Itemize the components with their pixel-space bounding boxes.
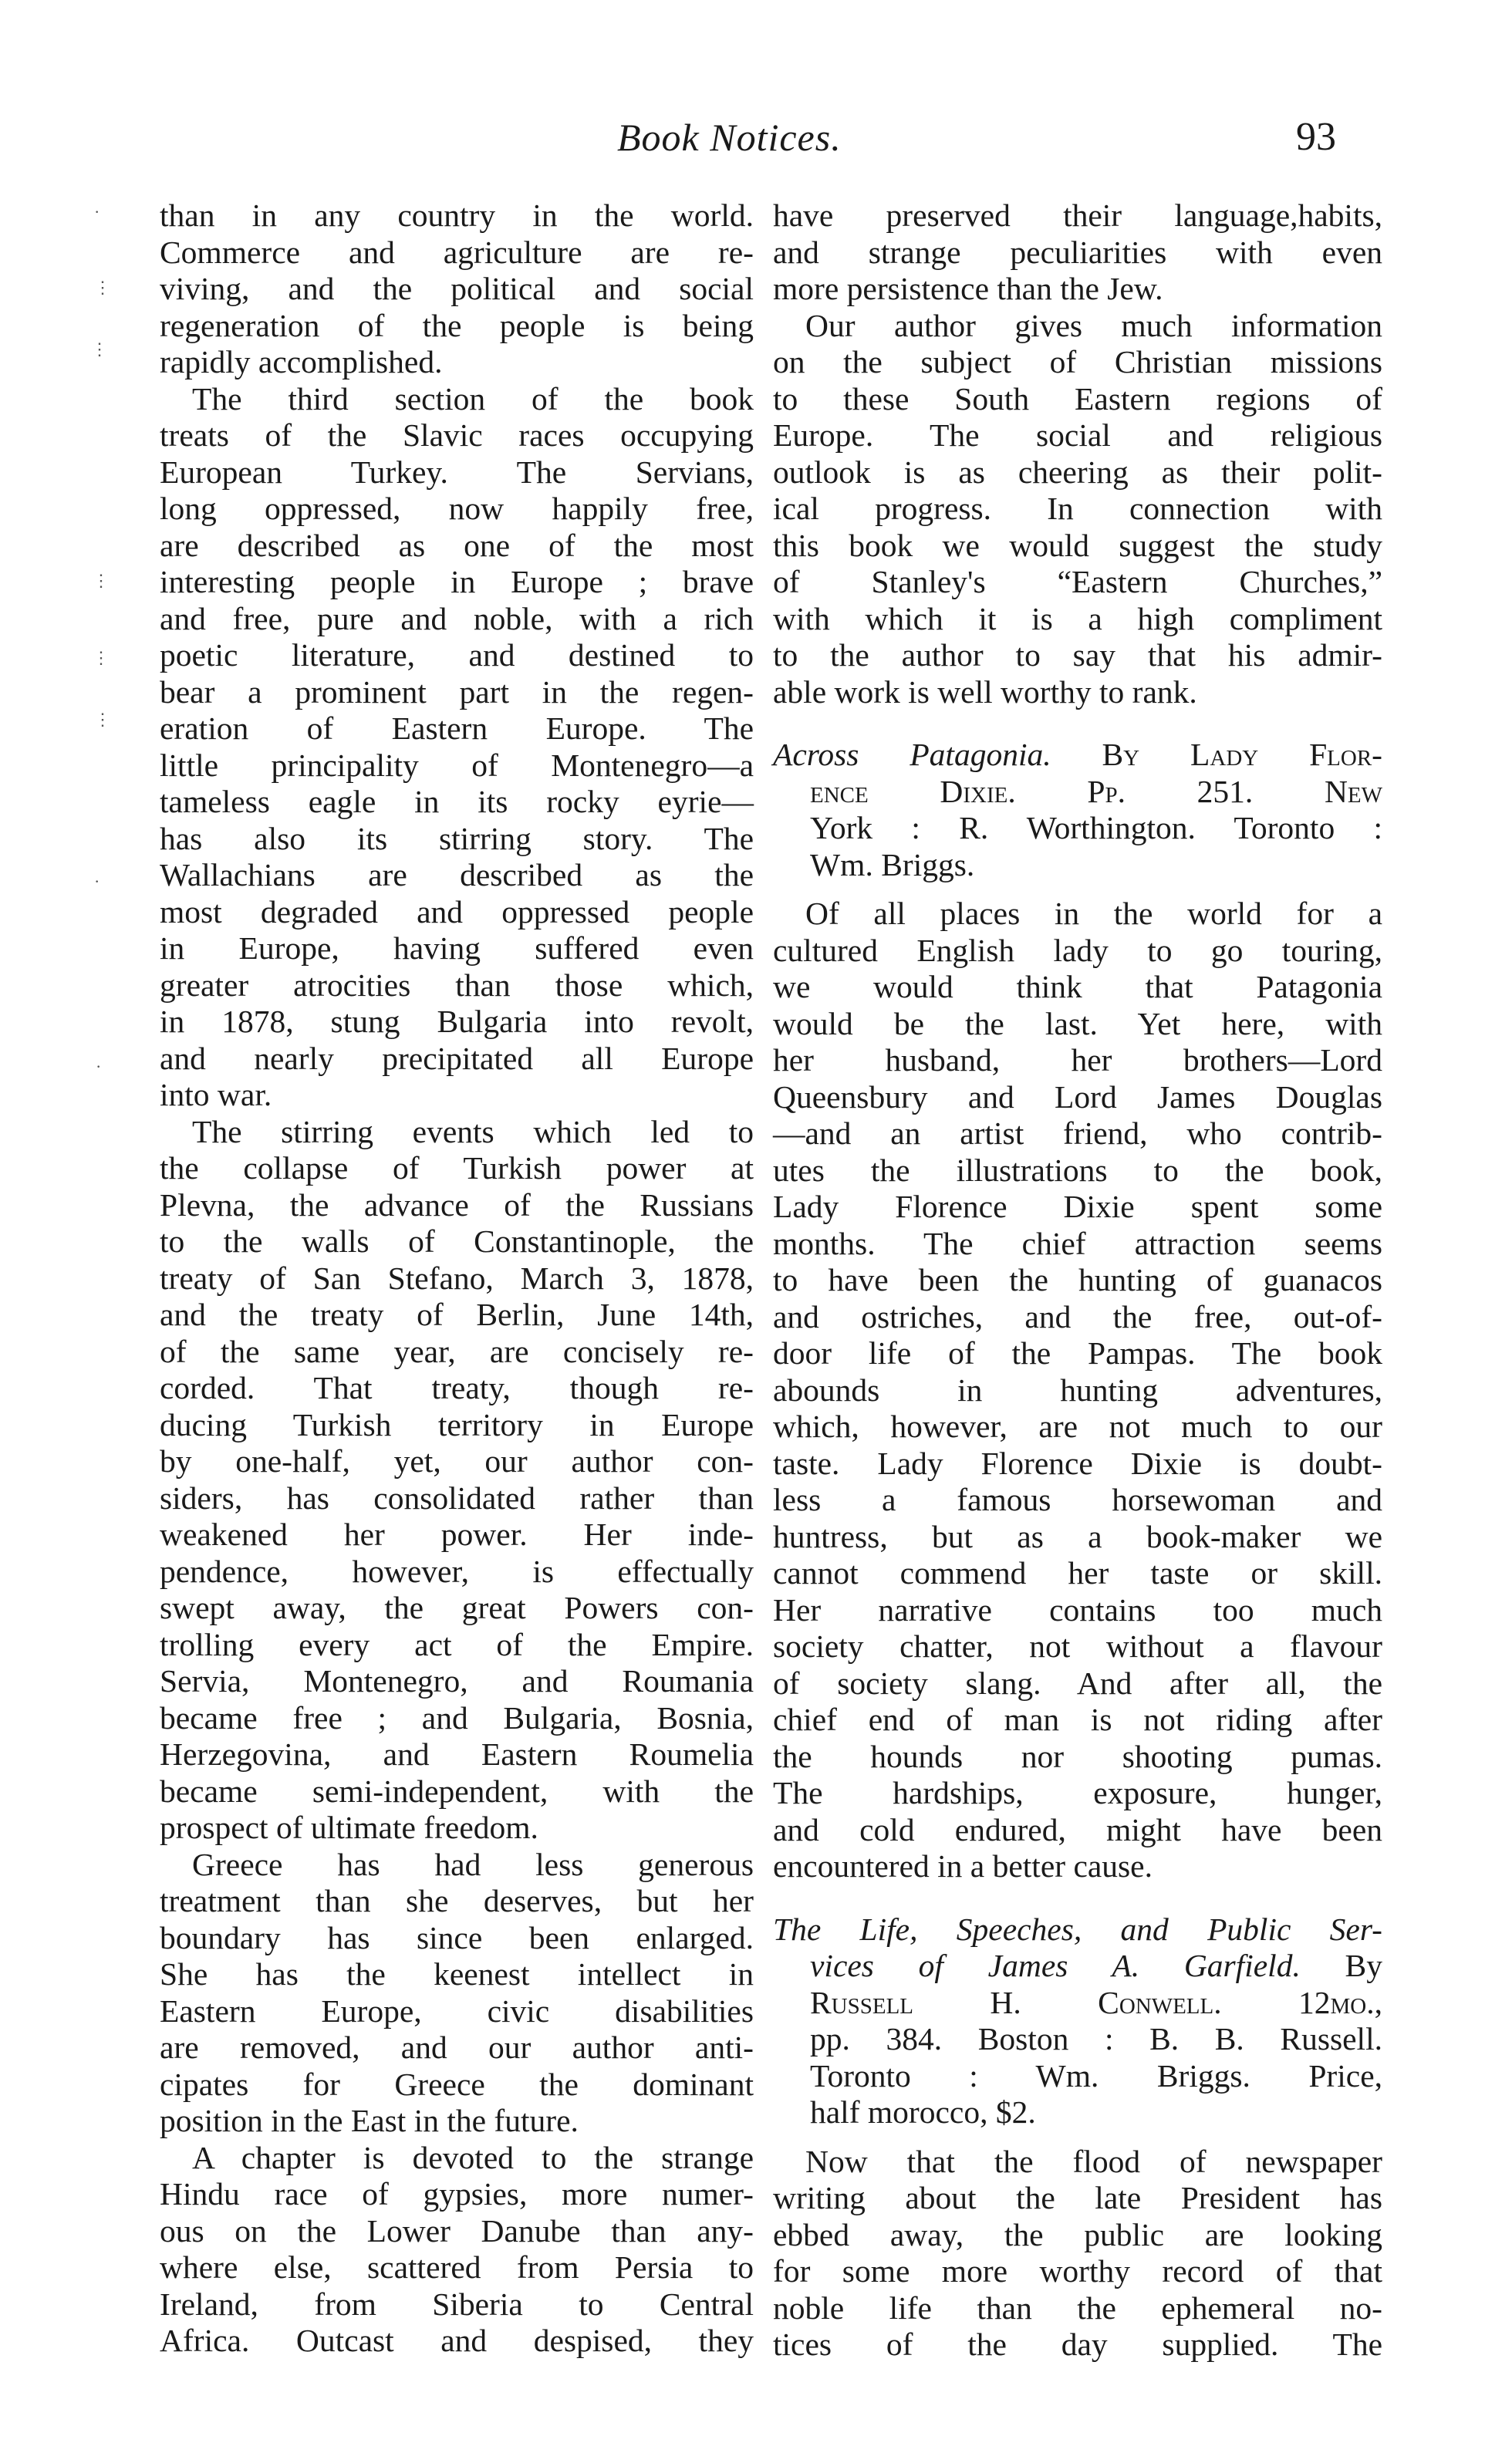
margin-speck: ⋮	[91, 339, 108, 359]
text-line: treats of the Slavic races occupying	[160, 417, 754, 453]
book-by: By	[1300, 1948, 1382, 1983]
book-title: The Life, Speeches, and Public Ser-	[773, 1911, 1382, 1947]
text-line: cultured English lady to go touring,	[773, 932, 1382, 968]
text-line: Hindu race of gypsies, more numer-	[160, 2176, 754, 2212]
text-line: Servia, Montenegro, and Roumania	[160, 1663, 754, 1699]
text-line: Of all places in the world for a	[805, 896, 1382, 931]
text-line: Eastern Europe, civic disabilities	[160, 1992, 754, 2029]
margin-speck: ⋮	[93, 648, 110, 667]
book-author: By Lady Flor-	[1051, 737, 1382, 772]
text-line: her husband, her brothers—Lord	[773, 1042, 1382, 1078]
text-line: —and an artist friend, who contrib-	[773, 1115, 1382, 1151]
text-line: ous on the Lower Danube than any-	[160, 2212, 754, 2249]
text-line: The hardships, exposure, hunger,	[773, 1775, 1382, 1810]
text-line: interesting people in Europe ; brave	[160, 564, 754, 599]
text-line: and free, pure and noble, with a rich	[160, 600, 754, 636]
text-line: Wallachians are described as the	[160, 857, 754, 892]
margin-speck: ·	[94, 202, 100, 221]
text-line: trolling every act of the Empire.	[160, 1626, 754, 1662]
margin-speck: ⋮	[93, 571, 110, 590]
text-line: She has the keenest intellect in	[160, 1956, 754, 1992]
text-line: in Europe, having suffered even	[160, 930, 754, 966]
margin-speck: ⋮	[94, 278, 111, 297]
text-line: ducing Turkish territory in Europe	[160, 1406, 754, 1442]
text-line: little principality of Montenegro—a	[160, 747, 754, 783]
text-line: pendence, however, is effectually	[160, 1553, 754, 1589]
text-line: door life of the Pampas. The book	[773, 1335, 1382, 1371]
text-line: bear a prominent part in the regen-	[160, 673, 754, 710]
text-line: has also its stirring story. The	[160, 820, 754, 856]
text-line: encountered in a better cause.	[773, 1848, 1153, 1884]
margin-speck: ·	[96, 1057, 102, 1076]
text-line: The third section of the book	[192, 380, 754, 417]
text-line: weakened her power. Her inde-	[160, 1517, 754, 1552]
text-line: Now that the flood of newspaper	[805, 2143, 1382, 2179]
text-line: to have been the hunting of guanacos	[773, 1262, 1382, 1297]
text-line: Commerce and agriculture are re-	[160, 234, 754, 270]
missions-paragraph	[773, 197, 1382, 710]
text-line: Herzegovina, and Eastern Roumelia	[160, 1736, 754, 1772]
book-title: vices of James A. Garfield.	[810, 1948, 1301, 1983]
text-line: siders, has consolidated rather than	[160, 1480, 754, 1516]
text-line: A chapter is devoted to the strange	[192, 2139, 754, 2175]
text-line: tices of the day supplied. The	[773, 2326, 1382, 2362]
text-line: Ireland, from Siberia to Central	[160, 2286, 754, 2322]
text-line: of the same year, are concisely re-	[160, 1333, 754, 1369]
text-line: ical progress. In connection with	[773, 491, 1382, 526]
book-imprint-line: pp. 384. Boston : B. B. Russell.	[810, 2021, 1382, 2057]
text-line: ebbed away, the public are looking	[773, 2216, 1382, 2252]
text-line: would be the last. Yet here, with	[773, 1005, 1382, 1041]
text-line: Greece has had less generous	[192, 1846, 754, 1882]
text-line: months. The chief attraction seems	[773, 1225, 1382, 1261]
text-line: The stirring events which led to	[192, 1113, 754, 1149]
text-line: Queensbury and Lord James Douglas	[773, 1078, 1382, 1115]
right-column	[773, 197, 1382, 2364]
text-line: with which it is a high compliment	[773, 600, 1382, 636]
text-line: prospect of ultimate freedom.	[160, 1810, 538, 1845]
book-imprint-line: Wm. Briggs.	[810, 846, 975, 882]
text-line: and nearly precipitated all Europe	[160, 1040, 754, 1076]
text-line: the collapse of Turkish power at	[160, 1150, 754, 1186]
text-line: and strange peculiarities with even	[773, 234, 1382, 270]
text-line: are removed, and our author anti-	[160, 2030, 754, 2065]
text-line: for some more worthy record of that	[773, 2253, 1382, 2289]
book-author: Russell H. Conwell. 12mo.,	[810, 1984, 1382, 2020]
page-number: 93	[1296, 115, 1336, 159]
text-line: huntress, but as a book-maker we	[773, 1518, 1382, 1554]
text-line: swept away, the great Powers con-	[160, 1590, 754, 1625]
text-line: are described as one of the most	[160, 527, 754, 563]
text-line: we would think that Patagonia	[773, 969, 1382, 1004]
text-line: this book we would suggest the study	[773, 527, 1382, 563]
text-line: utes the illustrations to the book,	[773, 1152, 1382, 1188]
text-line: abounds in hunting adventures,	[773, 1372, 1382, 1408]
text-line: and the treaty of Berlin, June 14th,	[160, 1297, 754, 1332]
text-line: treatment than she deserves, but her	[160, 1883, 754, 1918]
text-line: able work is well worthy to rank.	[773, 673, 1197, 710]
text-line: have preserved their language,habits,	[773, 197, 1382, 233]
text-line: which, however, are not much to our	[773, 1409, 1382, 1444]
text-line: eration of Eastern Europe. The	[160, 710, 754, 746]
text-line: by one-half, yet, our author con-	[160, 1443, 754, 1479]
text-line: became free ; and Bulgaria, Bosnia,	[160, 1699, 754, 1736]
book-imprint-line: York : R. Worthington. Toronto :	[810, 810, 1382, 845]
text-line: to the author to say that his admir-	[773, 637, 1382, 673]
text-line: noble life than the ephemeral no-	[773, 2289, 1382, 2326]
text-line: European Turkey. The Servians,	[160, 454, 754, 490]
text-line: viving, and the political and social	[160, 271, 754, 306]
text-line: to the walls of Constantinople, the	[160, 1223, 754, 1259]
margin-speck: ·	[94, 872, 100, 891]
text-line: of society slang. And after all, the	[773, 1665, 1382, 1701]
left-column	[160, 197, 754, 2360]
text-line: outlook is as cheering as their polit-	[773, 454, 1382, 490]
text-line: writing about the late President has	[773, 2180, 1382, 2215]
garfield-review-paragraph	[773, 2144, 1382, 2364]
text-line: became semi-independent, with the	[160, 1773, 754, 1809]
text-line: boundary has since been enlarged.	[160, 1919, 754, 1955]
margin-speck: ⋮	[94, 710, 111, 729]
text-line: cannot commend her taste or skill.	[773, 1555, 1382, 1591]
text-line: to these South Eastern regions of	[773, 380, 1382, 417]
text-line: rapidly accomplished.	[160, 344, 443, 380]
text-line: long oppressed, now happily free,	[160, 491, 754, 526]
patagonia-review-paragraph	[773, 896, 1382, 1885]
text-line: on the subject of Christian missions	[773, 344, 1382, 380]
text-line: regeneration of the people is being	[160, 307, 754, 343]
text-line: treaty of San Stefano, March 3, 1878,	[160, 1260, 754, 1296]
text-line: Plevna, the advance of the Russians	[160, 1186, 754, 1223]
text-line: poetic literature, and destined to	[160, 637, 754, 673]
text-line: position in the East in the future.	[160, 2103, 579, 2138]
text-line: society chatter, not without a flavour	[773, 1628, 1382, 1664]
text-line: and ostriches, and the free, out-of-	[773, 1298, 1382, 1334]
notice-heading-garfield	[773, 1911, 1382, 2131]
text-line: more persistence than the Jew.	[773, 271, 1163, 306]
text-line: of Stanley's “Eastern Churches,”	[773, 564, 1382, 599]
text-line: chief end of man is not riding after	[773, 1702, 1382, 1737]
text-line: taste. Lady Florence Dixie is doubt-	[773, 1445, 1382, 1481]
book-imprint-line: ence Dixie. Pp. 251. New	[810, 773, 1382, 809]
text-line: most degraded and oppressed people	[160, 893, 754, 930]
text-line: than in any country in the world.	[160, 197, 754, 233]
text-line: Africa. Outcast and despised, they	[160, 2323, 754, 2358]
text-line: Our author gives much information	[805, 307, 1382, 343]
running-title: Book Notices.	[617, 116, 842, 159]
text-line: less a famous horsewoman and	[773, 1482, 1382, 1517]
text-line: corded. That treaty, though re-	[160, 1370, 754, 1405]
text-line: where else, scattered from Persia to	[160, 2249, 754, 2285]
book-title: Across Patagonia.	[773, 737, 1051, 772]
book-imprint-line: Toronto : Wm. Briggs. Price,	[810, 2057, 1382, 2094]
text-line: greater atrocities than those which,	[160, 967, 754, 1003]
page-header	[0, 114, 1512, 168]
book-imprint-line: half morocco, $2.	[810, 2094, 1036, 2130]
notice-heading-across-patagonia	[773, 737, 1382, 883]
text-line: Lady Florence Dixie spent some	[773, 1189, 1382, 1224]
text-line: Her narrative contains too much	[773, 1591, 1382, 1628]
text-line: in 1878, stung Bulgaria into revolt,	[160, 1004, 754, 1039]
text-line: cipates for Greece the dominant	[160, 2066, 754, 2102]
text-line: and cold endured, might have been	[773, 1811, 1382, 1847]
text-line: the hounds nor shooting pumas.	[773, 1738, 1382, 1774]
text-line: tameless eagle in its rocky eyrie—	[160, 784, 754, 819]
text-line: into war.	[160, 1077, 272, 1112]
text-line: Europe. The social and religious	[773, 417, 1382, 453]
